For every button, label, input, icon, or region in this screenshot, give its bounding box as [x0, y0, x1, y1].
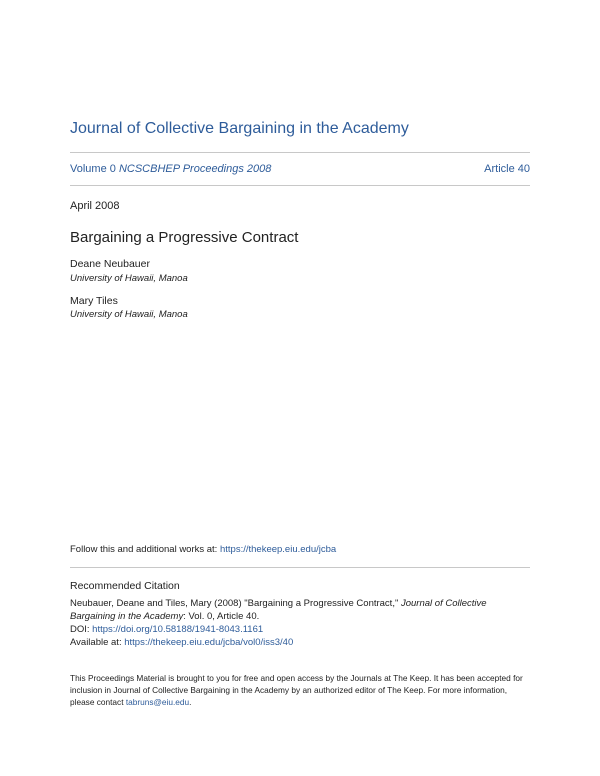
- publication-date: April 2008: [70, 200, 120, 212]
- citation-authors: Neubauer, Deane and Tiles, Mary (2008) "Bargaining a Progressive Contract,": [70, 598, 401, 609]
- citation-heading: Recommended Citation: [70, 580, 180, 592]
- article-link[interactable]: Article 40: [484, 163, 530, 175]
- citation-divider: [70, 567, 530, 568]
- access-notice: [70, 672, 530, 708]
- follow-line: [70, 544, 336, 555]
- doi-link[interactable]: https://doi.org/10.58188/1941-8043.1161: [92, 624, 264, 635]
- journal-title-link[interactable]: Journal of Collective Bargaining in the Academy: [70, 120, 409, 137]
- author-affiliation: University of Hawaii, Manoa: [70, 273, 188, 284]
- citation-block: [70, 597, 530, 649]
- citation-journal: Journal of Collective Bargaining in the Academy: [70, 598, 487, 622]
- available-label: Available at:: [70, 637, 125, 648]
- volume-line: [70, 163, 271, 175]
- available-link[interactable]: https://thekeep.eiu.edu/jcba/vol0/iss3/40: [124, 637, 294, 648]
- paper-title: Bargaining a Progressive Contract: [70, 229, 299, 246]
- series-link[interactable]: NCSCBHEP Proceedings 2008: [118, 163, 272, 175]
- notice-text: This Proceedings Material is brought to you for free and open access by the Journals at The Keep. It has been accepted for inclusion in Journal of Collective Bargaining in the Academy by an authorized editor of The Keep. For more information, please contact: [70, 673, 523, 707]
- doi-label: DOI:: [70, 624, 93, 635]
- follow-link[interactable]: https://thekeep.eiu.edu/jcba: [219, 544, 337, 555]
- volume-divider: [70, 185, 530, 186]
- author-affiliation: University of Hawaii, Manoa: [70, 309, 188, 320]
- author-name: Deane Neubauer: [70, 258, 150, 270]
- header-divider: [70, 152, 530, 153]
- volume-link[interactable]: Volume 0: [70, 163, 116, 175]
- notice-end: .: [189, 697, 192, 707]
- author-name: Mary Tiles: [70, 295, 118, 307]
- contact-email-link[interactable]: tabruns@eiu.edu: [125, 697, 190, 707]
- follow-text: Follow this and additional works at:: [70, 544, 220, 555]
- citation-volume: : Vol. 0, Article 40.: [183, 611, 260, 622]
